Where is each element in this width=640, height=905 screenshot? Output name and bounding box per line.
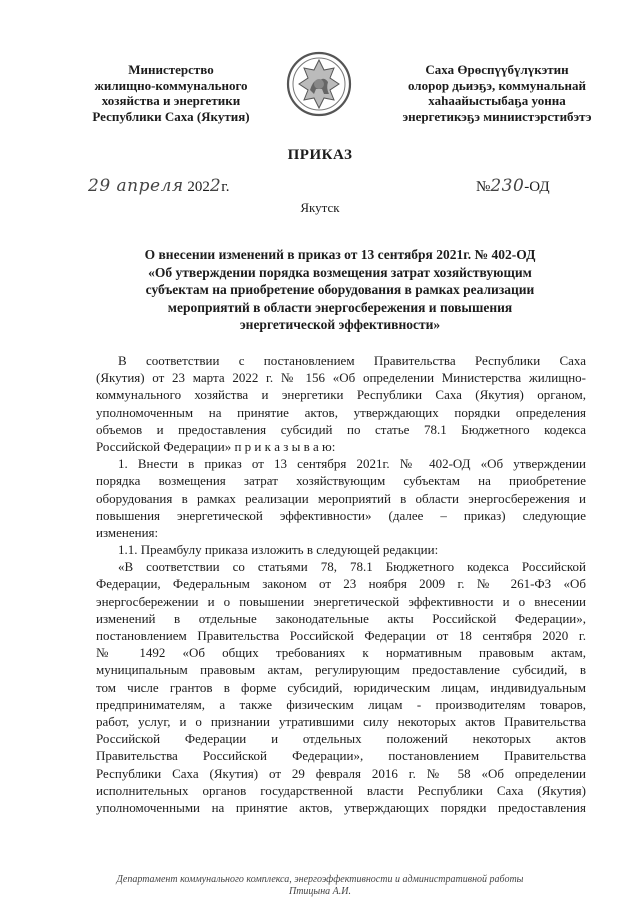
body-line: Российской Федерации» п р и к а з ы в а ю: — [96, 438, 336, 454]
body-line: изменений в отдельные законодательные акты Российской Федерации», — [96, 610, 586, 626]
year-prefix: 202 — [187, 179, 210, 195]
number-suffix: -ОД — [524, 179, 550, 195]
body-line: «В соответствии со статьями 78, 78.1 Бюджетного кодекса Российской — [118, 559, 586, 575]
body-line: 1. Внести в приказ от 13 сентября 2021г. № 402-ОД «Об утверждении — [118, 456, 586, 472]
body-line: Республики Саха (Якутия) от 29 февраля 2016 г. № 58 «Об определении — [96, 765, 586, 781]
body-line: 1.1. Преамбулу приказа изложить в следующей редакции: — [118, 542, 439, 558]
footer-author: Птицына А.И. — [288, 886, 351, 897]
body-line: порядка возмещения затрат хозяйствующим субъектам на приобретение — [96, 473, 586, 489]
coat-of-arms-icon — [284, 48, 354, 120]
body-line: Правительства Российской Федерации», постановлением Правительства — [96, 748, 586, 764]
subject-line: «Об утверждении порядка возмещения затрат хозяйствующим — [148, 264, 532, 280]
body-line: предпринимателям, а также физическим лицам - производителям товаров, — [96, 696, 586, 712]
body-line: изменения: — [96, 524, 159, 540]
header-left-line: жилищно-коммунального — [94, 77, 248, 93]
subject-line: мероприятий в области энергосбережения и повышения — [167, 299, 513, 315]
document-footer — [0, 874, 640, 898]
order-title: ПРИКАЗ — [287, 147, 353, 163]
body-line: № 1492 «Об общих требованиях к нормативным правовым актам, — [96, 645, 586, 661]
ministry-name-yakut — [372, 62, 622, 124]
body-line: В соответствии с постановлением Правительства Республики Саха — [118, 353, 586, 368]
subject-line: субъектам на приобретение оборудования в рамках реализации — [145, 282, 535, 297]
body-line: коммунального хозяйства и энергетики Республики Саха (Якутия) органом, — [96, 387, 586, 403]
body-line: (Якутия) от 23 марта 2022 г. № 156 «Об определении Министерства жилищно- — [96, 370, 586, 386]
order-date — [88, 176, 229, 196]
body-line: исполнительных органов государственной власти Республики Саха (Якутия) — [96, 782, 586, 798]
header-right-line: хаһаайыстыбаҕа уонна — [428, 93, 566, 108]
body-line: уполномоченным на принятие актов, утверждающих порядки определения — [96, 404, 586, 420]
body-line: энергосбережении и о повышении энергетической эффективности и о внесении — [96, 593, 586, 609]
subject-line: О внесении изменений в приказ от 13 сентября 2021г. № 402-ОД — [144, 247, 536, 262]
handwritten-date: 29 апреля — [88, 176, 184, 196]
header-right-line: энергетикэҕэ миниистэрстибэтэ — [402, 108, 592, 124]
year-suffix: г. — [221, 179, 230, 195]
body-line: Российской Федерации и отдельных положений некоторых актов — [96, 731, 586, 747]
subject-line: энергетической эффективности» — [239, 317, 441, 332]
body-line: Федерации, Федеральным законом от 23 ноября 2009 г. № 261-ФЗ «Об — [96, 576, 586, 592]
order-body — [96, 352, 586, 816]
header-left-line: Министерство — [128, 62, 214, 77]
handwritten-year-digit: 2 — [209, 176, 222, 196]
body-line: оборудования в рамках реализации мероприятий в области энергосбережения и — [96, 490, 586, 506]
body-line: объемов и предоставления субсидий по статье 78.1 Бюджетного кодекса — [96, 421, 586, 437]
body-line: повышения энергетической эффективности» (далее – приказ) следующие — [96, 507, 586, 523]
order-city: Якутск — [300, 200, 340, 215]
order-subject — [95, 246, 585, 334]
body-line: том числе грантов в форме субсидий, юридическим лицам, индивидуальным — [96, 679, 586, 695]
handwritten-number: 230 — [490, 176, 525, 196]
body-line: муниципальным правовым актам, регулирующим предоставление субсидий, в — [96, 662, 586, 678]
footer-department: Департамент коммунального комплекса, энергоэффективности и административной работы — [116, 874, 524, 885]
number-prefix: № — [476, 179, 491, 195]
header-right-line: Саха Өрөспүүбүлүкэтин — [425, 62, 569, 77]
header-left-line: хозяйства и энергетики — [101, 93, 241, 108]
header-left-line: Республики Саха (Якутия) — [92, 108, 250, 124]
ministry-name-russian — [62, 62, 280, 124]
order-number — [476, 176, 550, 196]
header-right-line: олорор дьиэҕэ, коммунальнай — [407, 77, 587, 93]
body-line: постановлением Правительства Российской Федерации от 18 сентября 2020 г. — [96, 628, 586, 643]
body-line: работ, услуг, и о признании утратившими силу некоторых актов Правительства — [96, 713, 586, 729]
body-line: уполномоченными на принятие актов, утверждающих порядки предоставления — [96, 799, 586, 815]
